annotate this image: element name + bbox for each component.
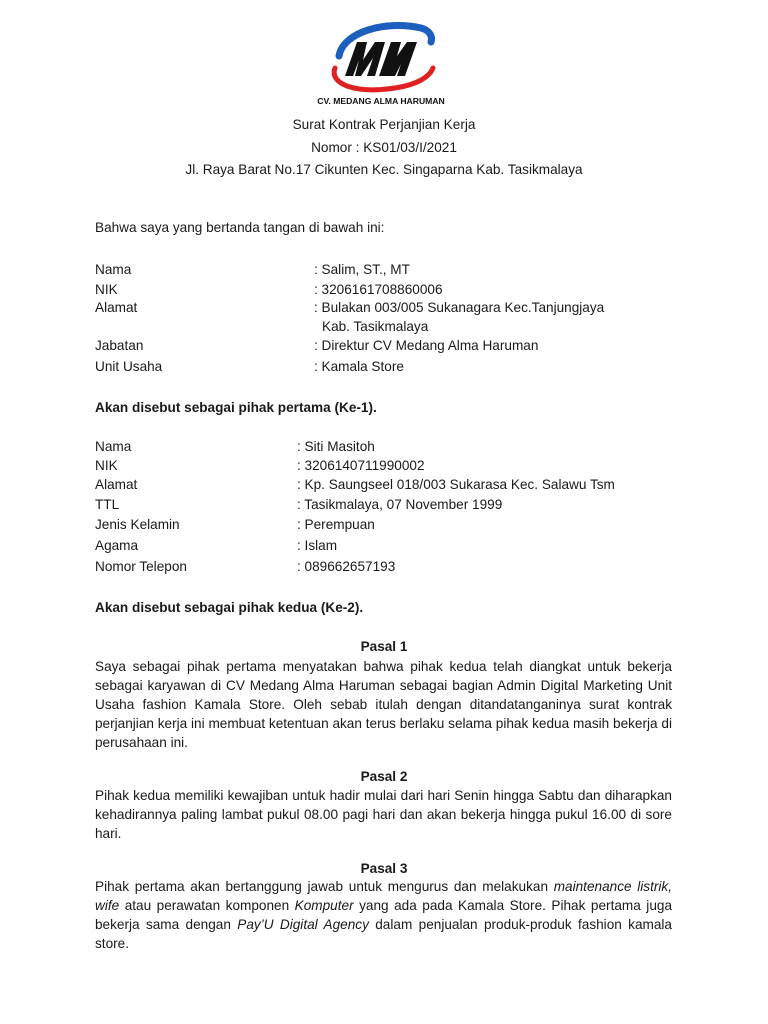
party1-value-jabatan: : Direktur CV Medang Alma Haruman bbox=[314, 338, 539, 353]
pasal-3-text bbox=[95, 877, 672, 953]
party2-value-agama: : Islam bbox=[297, 538, 338, 553]
company-name: CV. MEDANG ALMA HARUMAN bbox=[317, 96, 445, 106]
document-number: Nomor : KS01/03/I/2021 bbox=[311, 140, 457, 155]
pasal-2-title: Pasal 2 bbox=[360, 769, 408, 784]
party2-label-ttl: TTL bbox=[95, 497, 120, 512]
party2-value-nama: : Siti Masitoh bbox=[297, 439, 375, 454]
document-title: Surat Kontrak Perjanjian Kerja bbox=[292, 117, 476, 132]
party1-value-alamat-line2: Kab. Tasikmalaya bbox=[322, 319, 429, 334]
party2-designation: Akan disebut sebagai pihak kedua (Ke-2). bbox=[95, 600, 364, 615]
pasal-1-title: Pasal 1 bbox=[360, 639, 408, 654]
pasal-2-text: Pihak kedua memiliki kewajiban untuk hadir mulai dari hari Senin hingga Sabtu dan diharapkan kehadirannya paling lambat pukul 08.00 pagi hari dan akan bekerja hingga pukul 16.00 di sore hari. bbox=[95, 788, 672, 841]
pasal-3-part-italic: Komputer bbox=[294, 898, 354, 913]
pasal-3-part-italic: Pay’U Digital Agency bbox=[237, 917, 369, 932]
party1-value-nik: : 3206161708860006 bbox=[314, 282, 443, 297]
party1-label-nama: Nama bbox=[95, 262, 132, 277]
pasal-3-part: dalam penjualan produk-produk fashion kamala store. bbox=[95, 917, 672, 951]
party1-value-unit-usaha: : Kamala Store bbox=[314, 359, 404, 374]
party2-label-jenis-kelamin: Jenis Kelamin bbox=[95, 517, 180, 532]
pasal-1-text: Saya sebagai pihak pertama menyatakan bahwa pihak kedua telah diangkat untuk bekerja sebagai karyawan di CV Medang Alma Haruman sebagai bagian Admin Digital Marketing Unit Usaha fashion Kamala Store. Oleh sebab itulah dengan ditandatanganinya surat kontrak perjanjian kerja ini membuat ketentuan akan terus berlaku selama pihak kedua masih bekerja di perusahaan ini. bbox=[95, 659, 672, 750]
party1-label-nik: NIK bbox=[95, 282, 118, 297]
party2-label-agama: Agama bbox=[95, 538, 139, 553]
party1-label-jabatan: Jabatan bbox=[95, 338, 144, 353]
party1-value-nama: : Salim, ST., MT bbox=[314, 262, 410, 277]
pasal-3-part-italic: maintenance listrik, wife bbox=[95, 879, 673, 913]
party1-designation: Akan disebut sebagai pihak pertama (Ke-1). bbox=[95, 400, 377, 415]
party2-label-nomor-telepon: Nomor Telepon bbox=[95, 559, 187, 574]
company-logo bbox=[317, 16, 445, 108]
party2-label-nama: Nama bbox=[95, 439, 132, 454]
party2-value-alamat: : Kp. Saungseel 018/003 Sukarasa Kec. Salawu Tsm bbox=[297, 477, 615, 492]
party2-value-jenis-kelamin: : Perempuan bbox=[297, 517, 375, 532]
party2-value-nik: : 3206140711990002 bbox=[297, 458, 425, 473]
party2-value-nomor-telepon: : 089662657193 bbox=[297, 559, 396, 574]
pasal-3-title: Pasal 3 bbox=[360, 861, 408, 876]
intro-text: Bahwa saya yang bertanda tangan di bawah ini: bbox=[95, 220, 385, 235]
party1-label-unit-usaha: Unit Usaha bbox=[95, 359, 163, 374]
party2-label-alamat: Alamat bbox=[95, 477, 138, 492]
party2-value-ttl: : Tasikmalaya, 07 November 1999 bbox=[297, 497, 503, 512]
company-address: Jl. Raya Barat No.17 Cikunten Kec. Singaparna Kab. Tasikmalaya bbox=[185, 162, 583, 177]
party1-value-alamat: : Bulakan 003/005 Sukanagara Kec.Tanjungjaya bbox=[314, 300, 605, 315]
pasal-3-part: Pihak pertama akan bertanggung jawab untuk mengurus dan melakukan bbox=[95, 879, 554, 894]
pasal-3-part: yang ada pada Kamala Store. Pihak pertama juga bekerja sama dengan bbox=[95, 898, 673, 932]
party1-label-alamat: Alamat bbox=[95, 300, 138, 315]
pasal-3-part: atau perawatan komponen bbox=[119, 898, 295, 913]
party2-label-nik: NIK bbox=[95, 458, 118, 473]
